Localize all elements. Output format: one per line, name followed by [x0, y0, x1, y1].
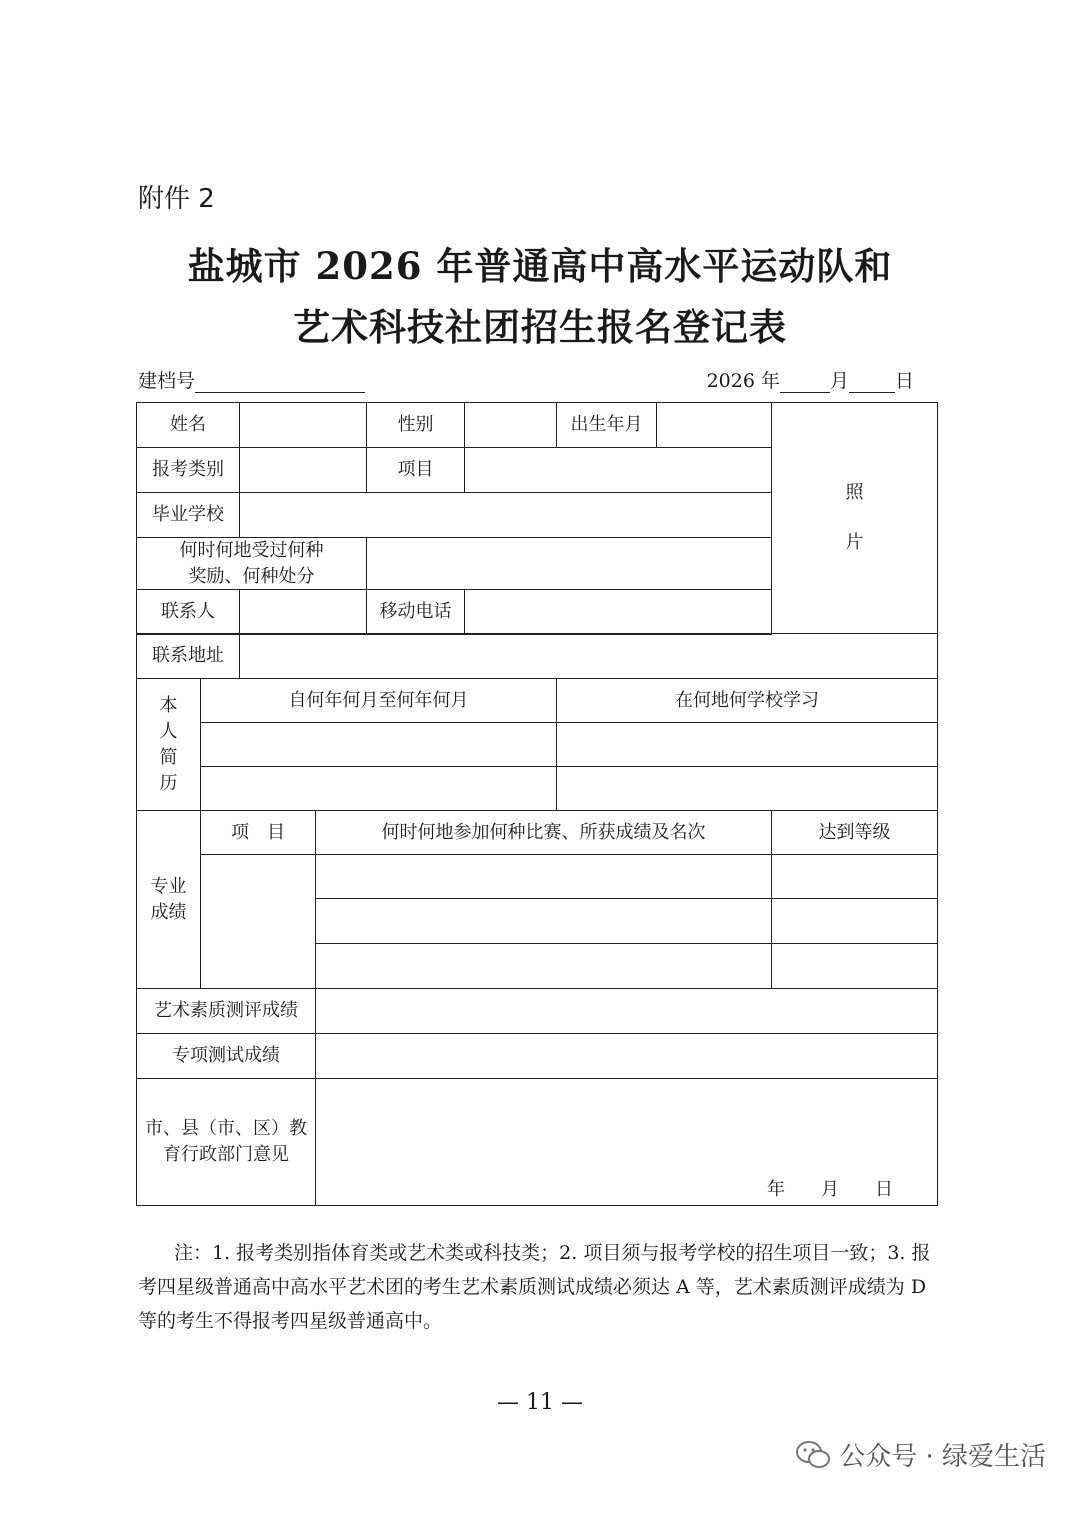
gender-label: 性别 [366, 402, 465, 448]
photo-box[interactable] [771, 402, 938, 634]
attachment-label: 附件 2 [138, 184, 215, 214]
competition-field-2[interactable] [315, 898, 772, 944]
month-label: 月 [829, 370, 849, 392]
awards-label [136, 537, 367, 590]
date-fill [707, 366, 914, 393]
month-blank [780, 372, 830, 393]
form-title-line1: 盐城市 2026 年普通高中高水平运动队和 [187, 244, 893, 288]
competition-header: 何时何地参加何种比赛、所获成绩及名次 [315, 810, 772, 855]
gender-field[interactable] [464, 402, 557, 448]
opinion-label-1: 市、县（市、区）教 [145, 1118, 307, 1139]
period-field-1[interactable] [200, 722, 557, 767]
photo-label-1: 照 [845, 482, 864, 503]
level-field-2[interactable] [771, 898, 938, 944]
special-score-label: 专项测试成绩 [136, 1033, 316, 1079]
achievement-label [136, 810, 201, 989]
contact-field[interactable] [239, 589, 367, 635]
art-score-field[interactable] [315, 988, 938, 1034]
name-label: 姓名 [136, 402, 240, 448]
form-note: 注：1. 报考类别指体育类或艺术类或科技类；2. 项目须与报考学校的招生项目一致；3. 报考四星级普通高中高水平艺术团的考生艺术素质测试成绩必须达 A 等，艺术素质测评成绩为 D 等的考生不得报考四星级普通高中。 [138, 1242, 931, 1332]
resume-char-3: 简 [159, 746, 178, 768]
form-meta [138, 366, 914, 398]
mobile-label: 移动电话 [366, 589, 465, 635]
resume-char-4: 历 [159, 772, 178, 794]
birth-label: 出生年月 [556, 402, 657, 448]
item-field[interactable] [200, 854, 316, 989]
photo-label-2: 片 [845, 532, 864, 553]
year-label: 2026 年 [706, 370, 780, 392]
study-place-field-1[interactable] [556, 722, 938, 767]
mobile-field[interactable] [464, 589, 772, 635]
opinion-label-2: 育行政部门意见 [163, 1144, 289, 1165]
awards-label-2: 奖励、何种处分 [188, 565, 315, 587]
level-field-3[interactable] [771, 943, 938, 989]
resume-char-1: 本 [159, 694, 178, 716]
level-field-1[interactable] [771, 854, 938, 899]
birth-field[interactable] [656, 402, 772, 448]
registration-table [136, 402, 938, 1206]
day-blank [849, 372, 895, 393]
competition-field-1[interactable] [315, 854, 772, 899]
file-number [138, 366, 365, 393]
form-title-line2: 艺术科技社团招生报名登记表 [293, 305, 787, 349]
day-label: 日 [894, 370, 914, 392]
awards-label-1: 何时何地受过何种 [179, 539, 324, 561]
special-score-field[interactable] [315, 1033, 938, 1079]
achievement-label-1: 专业 [150, 875, 187, 897]
wechat-icon [795, 1440, 831, 1470]
name-field[interactable] [239, 402, 367, 448]
resume-char-2: 人 [159, 720, 178, 742]
opinion-date: 年 月 日 [767, 1179, 893, 1200]
file-number-blank [195, 372, 365, 393]
study-place-header: 在何地何学校学习 [556, 678, 938, 723]
period-field-2[interactable] [200, 766, 557, 811]
competition-field-3[interactable] [315, 943, 772, 989]
watermark [795, 1436, 1046, 1473]
opinion-label [136, 1078, 316, 1206]
school-label: 毕业学校 [136, 492, 240, 538]
page-number: — 11 — [497, 1390, 583, 1415]
awards-field[interactable] [366, 537, 772, 590]
project-field[interactable] [464, 447, 772, 493]
address-label: 联系地址 [136, 633, 240, 679]
category-label: 报考类别 [136, 447, 240, 493]
file-number-label: 建档号 [138, 370, 196, 392]
contact-label: 联系人 [136, 589, 240, 635]
address-field[interactable] [239, 633, 938, 679]
category-field[interactable] [239, 447, 367, 493]
achievement-label-2: 成绩 [150, 901, 187, 923]
art-score-label: 艺术素质测评成绩 [136, 988, 316, 1034]
resume-label [136, 678, 201, 811]
item-header: 项 目 [200, 810, 316, 855]
project-label: 项目 [366, 447, 465, 493]
level-header: 达到等级 [771, 810, 938, 855]
opinion-field[interactable] [315, 1078, 938, 1206]
period-header: 自何年何月至何年何月 [200, 678, 557, 723]
watermark-text: 公众号 · 绿爱生活 [839, 1442, 1046, 1472]
study-place-field-2[interactable] [556, 766, 938, 811]
school-field[interactable] [239, 492, 772, 538]
